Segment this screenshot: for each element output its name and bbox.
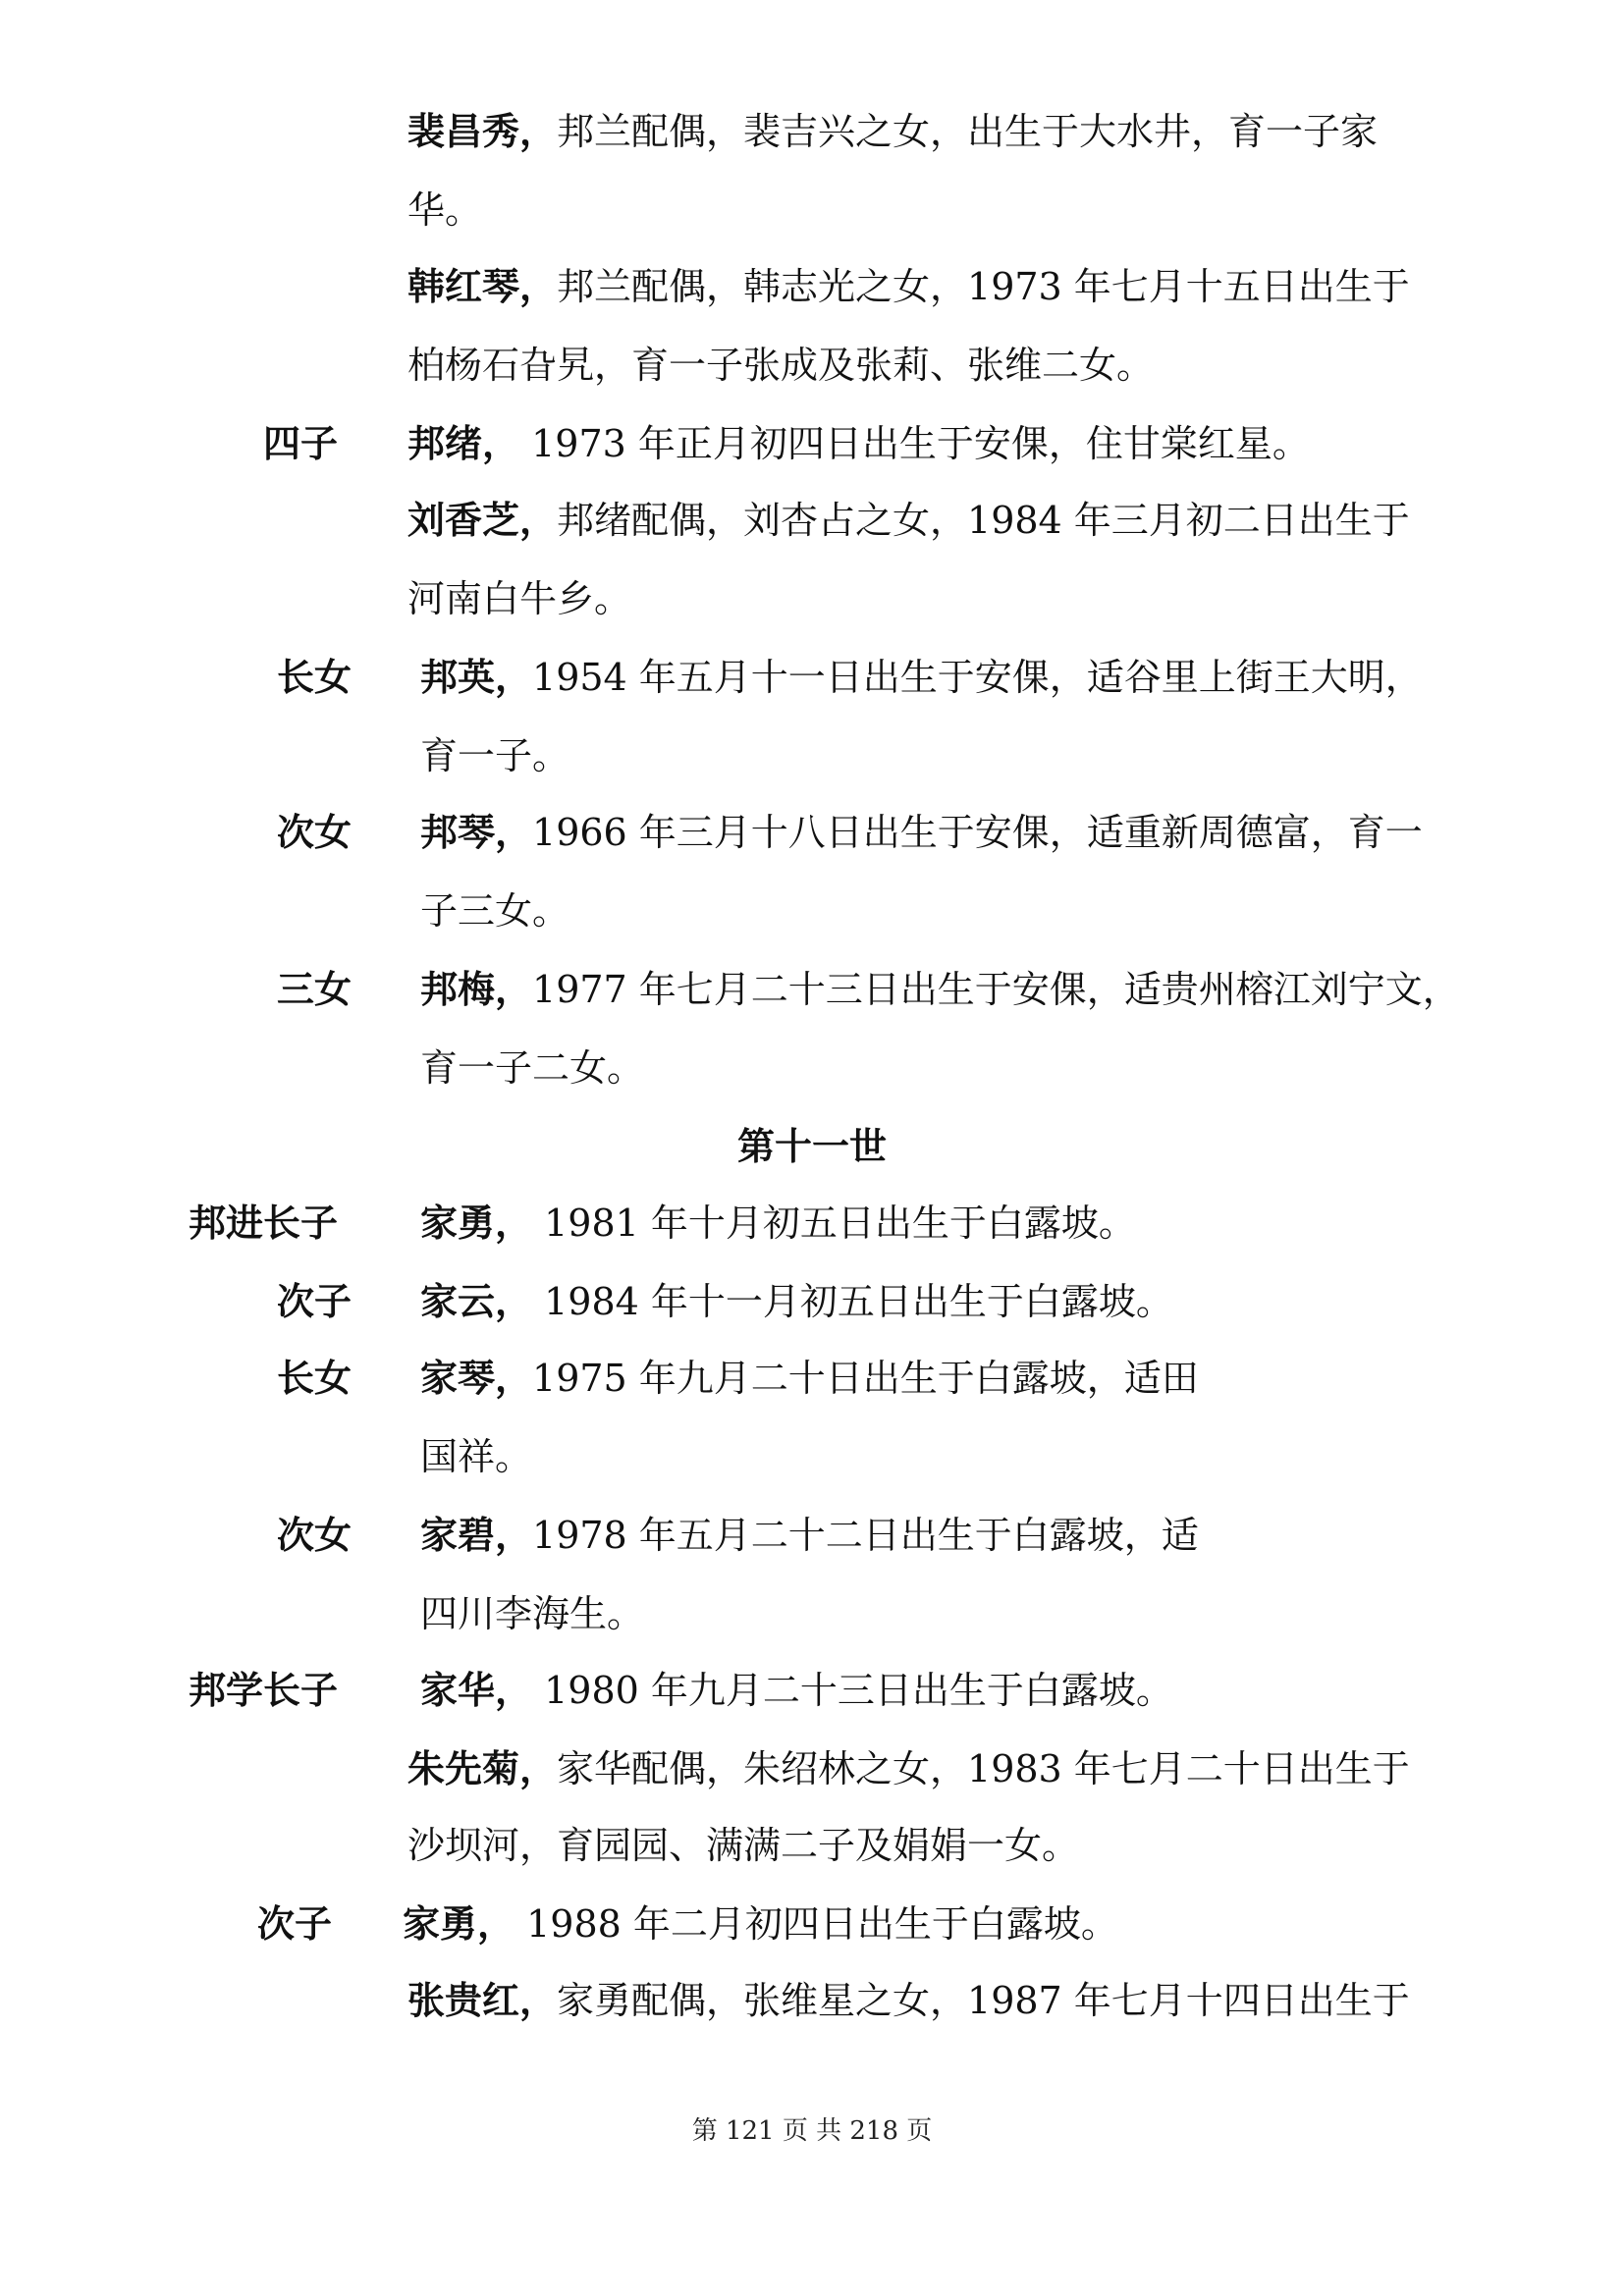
entry-text: 1973 年正月初四日出生于安倮，住甘棠红星。: [519, 422, 1310, 465]
entry-line: [420, 1351, 1199, 1406]
person-name: 张贵红，: [407, 1978, 558, 2022]
relation-label: 长女: [277, 1356, 352, 1400]
relation-label: 长女: [277, 655, 352, 699]
relation-label: 三女: [277, 967, 352, 1011]
person-name: 邦绪，: [407, 421, 520, 465]
entry-continuation: 沙坝河，育园园、满满二子及娟娟一女。: [407, 1824, 1080, 1867]
person-name: 韩红琴，: [407, 264, 558, 308]
relation-label: 四子: [263, 421, 339, 465]
relation-label: 邦学长子: [189, 1668, 339, 1712]
entry-line: [420, 962, 1460, 1017]
entry-line: [407, 1741, 1410, 1796]
entry-text: 邦兰配偶，裴吉兴之女，出生于大水井，育一子家: [557, 110, 1379, 153]
section-heading: 第十一世: [736, 1124, 887, 1168]
entry-line: [420, 1508, 1199, 1563]
entry-continuation: 子三女。: [420, 889, 570, 933]
entry-continuation: 育一子二女。: [420, 1046, 645, 1090]
entry-text: 1978 年五月二十二日出生于白露坡，适: [532, 1514, 1199, 1557]
entry-text: 家勇配偶，张维星之女，1987 年七月十四日出生于: [557, 1979, 1410, 2022]
entry-line: [420, 1274, 1173, 1329]
relation-label: 邦进长子: [189, 1201, 339, 1245]
entry-text: 邦兰配偶，韩志光之女，1973 年七月十五日出生于: [557, 265, 1410, 308]
entry-line: [407, 493, 1410, 548]
page-footer: 第 121 页 共 218 页: [691, 2116, 933, 2146]
entry-text: 1954 年五月十一日出生于安倮，适谷里上街王大明，: [532, 656, 1423, 699]
entry-text: 邦绪配偶，刘杏占之女，1984 年三月初二日出生于: [557, 499, 1410, 542]
person-name: 家琴，: [420, 1356, 533, 1400]
entry-line: [407, 104, 1378, 159]
entry-continuation: 国祥。: [420, 1435, 533, 1478]
entry-text: 1977 年七月二十三日出生于安倮，适贵州榕江刘宁文，: [532, 968, 1460, 1011]
entry-text: 家华配偶，朱绍林之女，1983 年七月二十日出生于: [557, 1747, 1410, 1790]
person-name: 朱先菊，: [407, 1746, 558, 1790]
entry-text: 1981 年十月初五日出生于白露坡。: [532, 1201, 1136, 1245]
entry-continuation: 华。: [407, 188, 483, 232]
relation-label: 次子: [277, 1279, 352, 1323]
relation-label: 次女: [277, 1513, 352, 1557]
person-name: 家华，: [420, 1668, 533, 1712]
entry-line: [420, 805, 1423, 860]
person-name: 家勇，: [420, 1201, 533, 1245]
relation-label: 次子: [257, 1901, 333, 1946]
entry-text: 1975 年九月二十日出生于白露坡，适田: [532, 1357, 1199, 1400]
entry-line: [407, 259, 1410, 314]
person-name: 家云，: [420, 1279, 533, 1323]
entry-text: 1988 年二月初四日出生于白露坡。: [514, 1902, 1118, 1946]
entry-line: [407, 1973, 1410, 2028]
entry-line: [420, 650, 1423, 705]
person-name: 邦梅，: [420, 967, 533, 1011]
entry-line: [420, 1663, 1173, 1718]
entry-text: 1984 年十一月初五日出生于白露坡。: [532, 1280, 1173, 1323]
entry-continuation: 四川李海生。: [420, 1592, 645, 1635]
person-name: 邦英，: [420, 655, 533, 699]
person-name: 邦琴，: [420, 810, 533, 854]
relation-label: 次女: [277, 810, 352, 854]
person-name: 家碧，: [420, 1513, 533, 1557]
entry-line: [407, 416, 1310, 471]
entry-text: 1966 年三月十八日出生于安倮，适重新周德富，育一: [532, 811, 1423, 854]
entry-continuation: 育一子。: [420, 734, 570, 777]
person-name: 家勇，: [403, 1901, 515, 1946]
entry-continuation: 柏杨石旮旯，育一子张成及张莉、张维二女。: [407, 344, 1155, 387]
entry-line: [420, 1196, 1136, 1251]
entry-line: [403, 1896, 1118, 1951]
person-name: 刘香芝，: [407, 498, 558, 542]
entry-continuation: 河南白牛乡。: [407, 577, 632, 620]
person-name: 裴昌秀，: [407, 109, 558, 153]
entry-text: 1980 年九月二十三日出生于白露坡。: [532, 1669, 1173, 1712]
